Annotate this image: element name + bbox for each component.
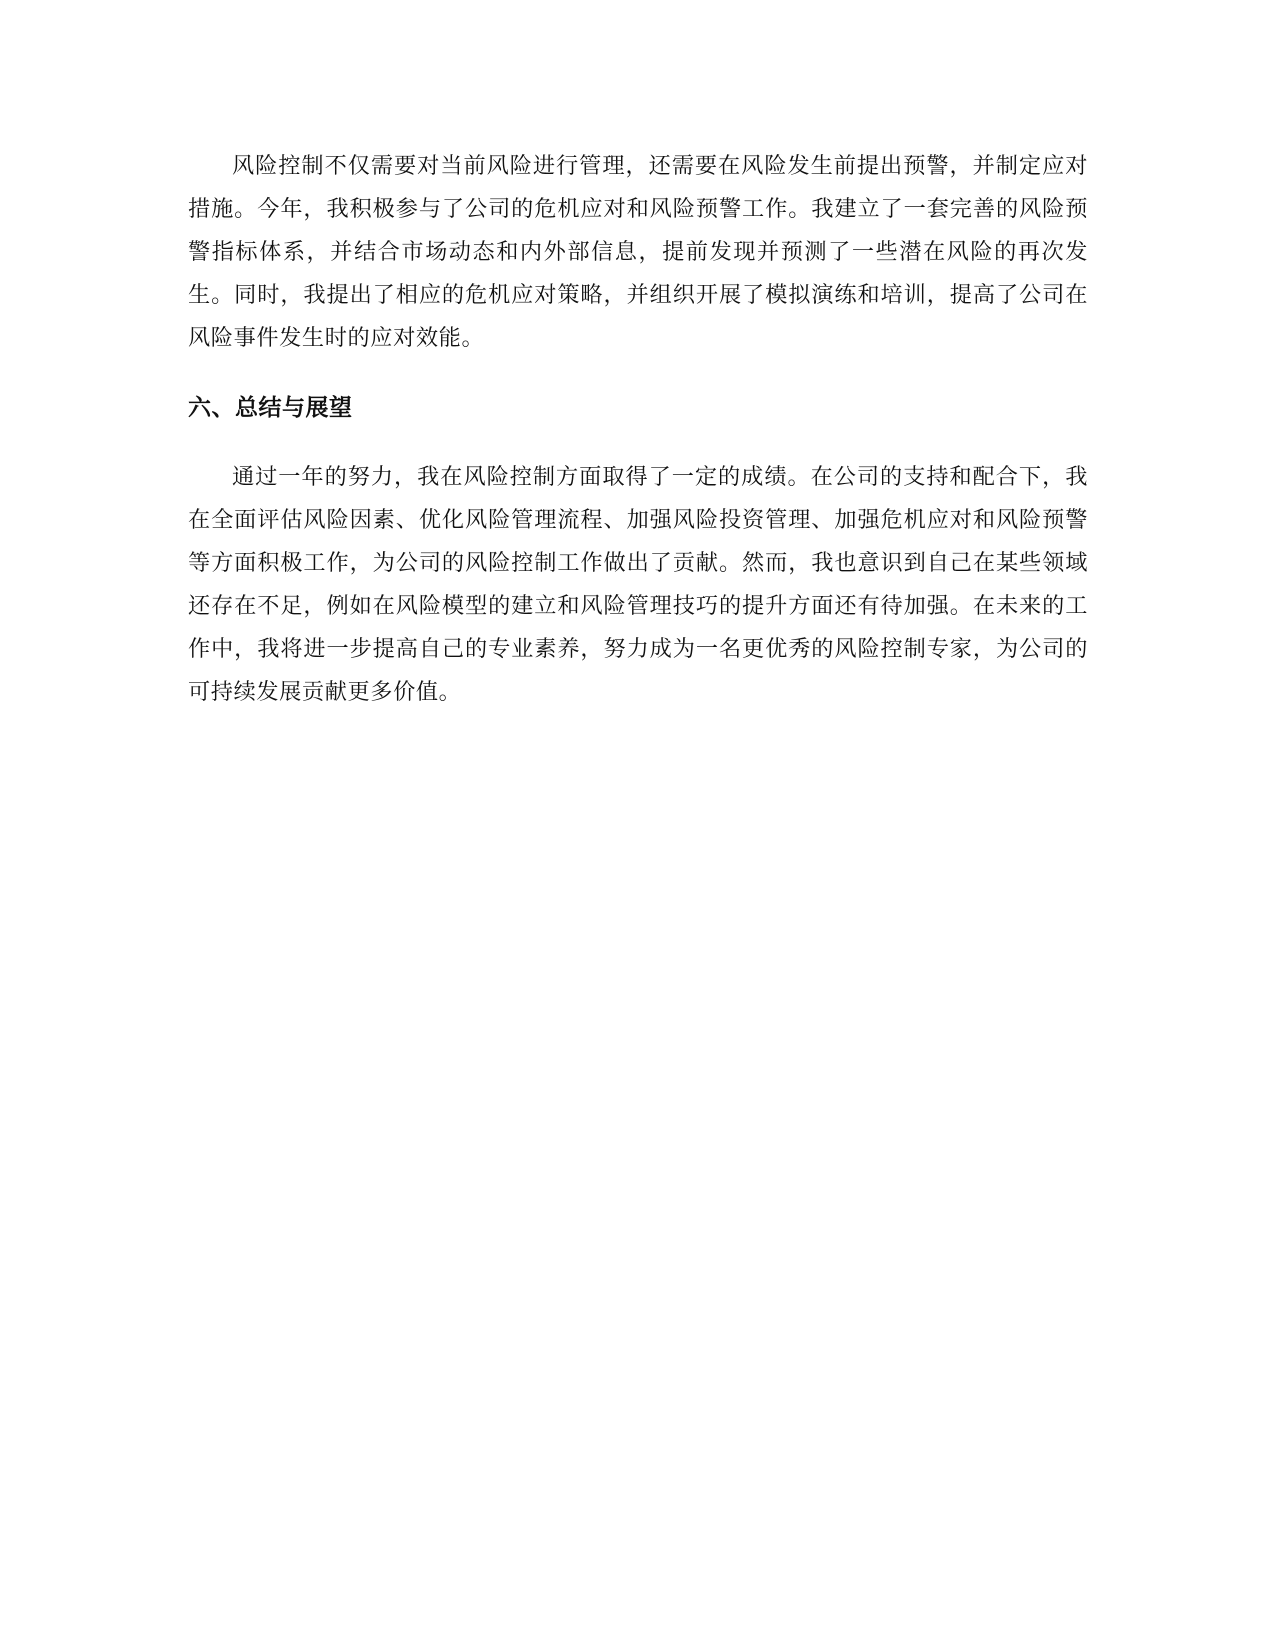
document-body: [188, 145, 1088, 714]
paragraph-risk-warning: 风险控制不仅需要对当前风险进行管理，还需要在风险发生前提出预警，并制定应对措施。今年，我积极参与了公司的危机应对和风险预警工作。我建立了一套完善的风险预警指标体系，并结合市场动态和内外部信息，提前发现并预测了一些潜在风险的再次发生。同时，我提出了相应的危机应对策略，并组织开展了模拟演练和培训，提高了公司在风险事件发生时的应对效能。: [188, 153, 1088, 351]
section-heading-summary: 六、总结与展望: [188, 395, 353, 421]
paragraph-summary: 通过一年的努力，我在风险控制方面取得了一定的成绩。在公司的支持和配合下，我在全面评估风险因素、优化风险管理流程、加强风险投资管理、加强危机应对和风险预警等方面积极工作，为公司的风险控制工作做出了贡献。然而，我也意识到自己在某些领域还存在不足，例如在风险模型的建立和风险管理技巧的提升方面还有待加强。在未来的工作中，我将进一步提高自己的专业素养，努力成为一名更优秀的风险控制专家，为公司的可持续发展贡献更多价值。: [188, 464, 1088, 705]
